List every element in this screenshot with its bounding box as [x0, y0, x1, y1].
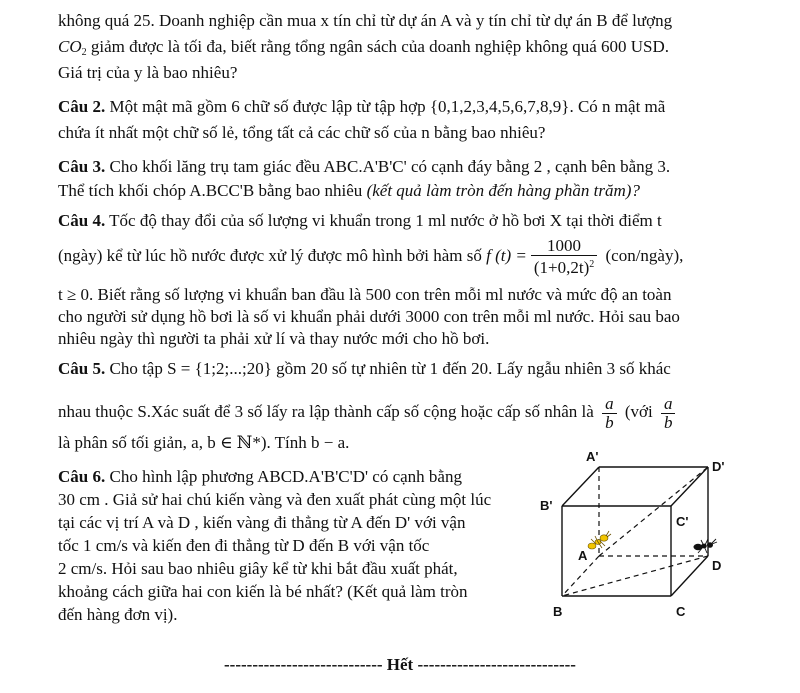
- black-ant-icon: [694, 539, 718, 553]
- probability-fraction-repeat: $\frac{a}{b}$: [661, 395, 676, 432]
- question-5-label: Câu 5.: [58, 359, 106, 378]
- question-6-line-3: tại các vị trí A và D , kiến vàng đi thẳng từ A đến D' với vận: [58, 513, 466, 532]
- bacteria-rate-fraction: $\frac{1000}{(1+0,2t)^2}$: [531, 237, 597, 277]
- question-4-line-5: nhiêu ngày thì người ta phải xử lí và thay nước mới cho hồ bơi.: [58, 329, 490, 348]
- question-4-line-2: (ngày) kể từ lúc hồ nước được xử lý được mô hình bởi hàm số f (t) = $\frac{1000}{(1+0,2t)^2}$ (con/ngày),: [58, 236, 684, 278]
- question-6-line-1: Câu 6. Cho hình lập phương ABCD.A'B'C'D' có cạnh bằng: [58, 467, 462, 486]
- question-2-line-1: Câu 2. Một mật mã gồm 6 chữ số được lập từ tập hợp {0,1,2,3,4,5,6,7,8,9}. Có n mật mã: [58, 97, 666, 116]
- question-5-line-3: là phân số tối giản, a, b ∈ ℕ*). Tính b − a.: [58, 433, 350, 452]
- vertex-label-b1: B': [540, 498, 553, 513]
- vertex-label-c1: C': [676, 514, 689, 529]
- cube-figure: [540, 450, 752, 620]
- question-3-label: Câu 3.: [58, 157, 106, 176]
- question-2-line-2: chứa ít nhất một chữ số lẻ, tổng tất cả các chữ số của n bằng bao nhiêu?: [58, 123, 546, 142]
- edge-b1-d1: [562, 467, 599, 506]
- question-6-line-4: tốc 1 cm/s và kiến đen đi thẳng từ D đến B với vận tốc: [58, 536, 430, 555]
- question-6-line-5: 2 cm/s. Hỏi sau bao nhiêu giây kể từ khi bắt đầu xuất phát,: [58, 559, 458, 578]
- question-3-line-1: Câu 3. Cho khối lăng trụ tam giác đều ABC.A'B'C' có cạnh đáy bằng 2 , cạnh bên bằng 3.: [58, 157, 671, 176]
- intro-line-2: $CO_2$ giảm được là tối đa, biết rằng tổng ngân sách của doanh nghiệp không quá 600 USD.: [58, 37, 670, 58]
- question-5-line-1: Câu 5. Cho tập S = {1;2;...;20} gồm 20 số tự nhiên từ 1 đến 20. Lấy ngẫu nhiên 3 số khác: [58, 359, 671, 378]
- question-5-line-2: nhau thuộc S.Xác suất để 3 số lấy ra lập thành cấp số cộng hoặc cấp số nhân là $\frac{a}{b}$ (với $\frac{a}{b}$: [58, 392, 750, 432]
- question-2-label: Câu 2.: [58, 97, 106, 116]
- intro-line-1: không quá 25. Doanh nghiệp cần mua x tín chỉ từ dự án A và y tín chỉ từ dự án B để lượng: [58, 11, 673, 30]
- question-4-line-1: Câu 4. Tốc độ thay đổi của số lượng vi khuẩn trong 1 ml nước ở hồ bơi X tại thời điểm t: [58, 211, 662, 230]
- vertex-label-d: D: [712, 558, 722, 573]
- question-6-label: Câu 6.: [58, 467, 106, 486]
- question-4-label: Câu 4.: [58, 211, 106, 230]
- probability-fraction: $\frac{a}{b}$: [602, 395, 617, 432]
- intro-line-3: Giá trị của y là bao nhiêu?: [58, 63, 238, 82]
- vertex-label-b: B: [553, 604, 563, 619]
- end-marker: ---------------------------- Hết ----------------------------: [224, 655, 576, 674]
- question-3-line-2: Thể tích khối chóp A.BCC'B bằng bao nhiêu (kết quả làm tròn đến hàng phần trăm)?: [58, 181, 640, 200]
- vertex-label-a1: A': [586, 450, 599, 464]
- question-6-line-2: 30 cm . Giả sử hai chú kiến vàng và đen xuất phát cùng một lúc: [58, 490, 492, 509]
- vertex-label-c: C: [676, 604, 686, 619]
- question-6-line-6: khoảng cách giữa hai con kiến là bé nhất? (Kết quả làm tròn: [58, 582, 468, 601]
- vertex-label-a: A: [578, 548, 588, 563]
- edge-d1-c1: [671, 467, 708, 506]
- question-4-line-3: t ≥ 0. Biết rằng số lượng vi khuẩn ban đầu là 500 con trên mỗi ml nước và mức độ an toàn: [58, 285, 672, 304]
- vertex-label-d1: D': [712, 459, 725, 474]
- question-4-line-4: cho người sử dụng hồ bơi là số vi khuẩn phải dưới 3000 con trên mỗi ml nước. Hỏi sau bao: [58, 307, 680, 326]
- diagonal-a-d1: [599, 467, 708, 556]
- question-6-line-7: đến hàng đơn vị).: [58, 605, 178, 624]
- edge-c-d: [671, 556, 708, 596]
